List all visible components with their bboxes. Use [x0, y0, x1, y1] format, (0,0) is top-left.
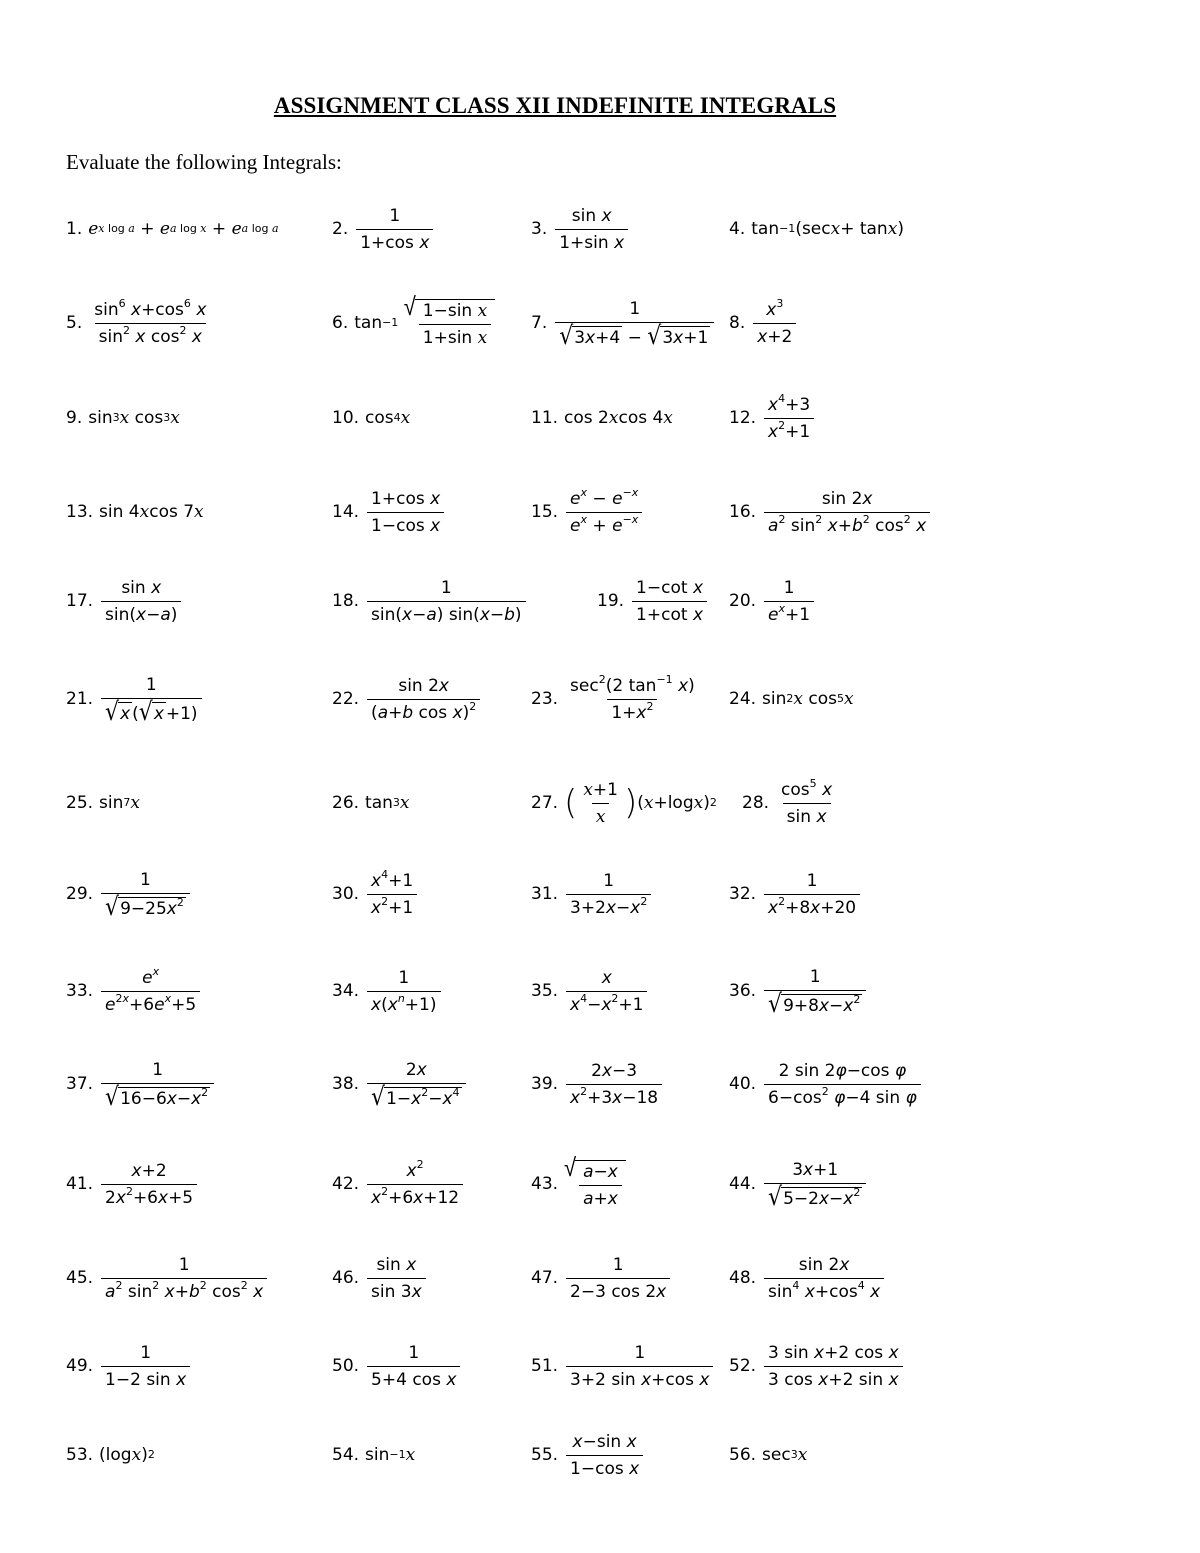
problem-26: 26. tan 3 x — [332, 793, 410, 813]
problem-23: 23. $\frac{\sec^2(2 \tan^{-1} x)}{1+x^2}$ — [531, 672, 695, 723]
problem-39: 39. $\frac{2x-3}{x^2+3x-18}$ — [531, 1051, 664, 1117]
problem-48: 48. $\frac{\sin 2x}{\sin^4 x+\cos^4 x}$ — [729, 1245, 886, 1311]
problem-3: 3. $\frac{\text{sin x}}{\text{1+sin x}}$ — [531, 196, 630, 262]
problem-36: 36. 1 √ $9+8x-x^2$ — [729, 958, 868, 1024]
problem-50: 50. $\frac{1}{\text{5+4 cos x}}$ — [332, 1333, 462, 1399]
problem-11: 11. cos 2 x cos 4 x — [531, 408, 673, 428]
problem-row — [66, 1151, 1146, 1217]
problem-row — [66, 770, 1146, 836]
problem-18: 18. $\frac{1}{\sin(x-a) \sin(x-b)}$ — [332, 568, 528, 634]
problem-8: 8. $\frac{x^3}{x+2}$ — [729, 290, 798, 356]
problem-row — [66, 385, 1146, 451]
problem-25: 25. sin 7 x — [66, 793, 140, 813]
problem-row — [66, 666, 1146, 732]
problem-row — [66, 1245, 1146, 1311]
problem-27: 27. ( $\frac{x+1}{x}$ ) ( x +log x ) 2 — [531, 779, 717, 827]
problem-row — [66, 196, 1146, 262]
problem-40: 40. $\frac{\text{2 sin 2φ−cos φ}}{6-\cos^2 \varphi-4 \sin \varphi}$ — [729, 1051, 923, 1117]
problem-54: 54. sin −1 x — [332, 1445, 416, 1465]
problem-row — [66, 290, 1146, 356]
problem-35: 35. $\frac{x}{x^4-x^2+1}$ — [531, 958, 649, 1024]
problem-37: 37. 1 √ $16-6x-x^2$ — [66, 1051, 216, 1117]
problem-24: 24. sin 2 x cos 5 x — [729, 689, 854, 709]
page-title: ASSIGNMENT CLASS XII INDEFINITE INTEGRALS — [273, 93, 837, 118]
problem-32: 32. $\frac{1}{x^2+8x+20}$ — [729, 861, 862, 927]
problem-41: 41. $\frac{x+2}{2x^2+6x+5}$ — [66, 1151, 199, 1217]
problem-43: 43. √ $\frac{a-x}{a+x}$ — [531, 1151, 626, 1217]
problem-4: 4. tan −1 (sec x + tan x ) — [729, 219, 904, 239]
problem-5: 5. $\frac{\sin^6 x+\cos^6 x}{\sin^2 x \cos^2 x}$ — [66, 296, 207, 347]
problem-29: 29. 1 √ $9-25x^2$ — [66, 861, 192, 927]
problem-42: 42. $\frac{x^2}{x^2+6x+12}$ — [332, 1151, 465, 1217]
problem-2: 2. $\frac{1}{\text{1+cos x}}$ — [332, 196, 435, 262]
problem-7: 7. 1 √ 3x+4 − √ 3x+1 — [531, 290, 716, 356]
problem-21: 21. 1 √ x ( √ x +1) — [66, 666, 204, 732]
problem-49: 49. $\frac{1}{\text{1−2 sin x}}$ — [66, 1333, 192, 1399]
problem-53: 53. (log x ) 2 — [66, 1445, 155, 1465]
problem-19: 19. $\frac{\text{1−cot x}}{\text{1+cot x}}$ — [597, 568, 709, 634]
problem-9: 9. sin 3 x cos 3 x — [66, 408, 180, 428]
problem-46: 46. $\frac{\text{sin x}}{\sin 3x}$ — [332, 1245, 428, 1311]
problem-22: 22. $\frac{\sin 2x}{(a+b \cos x)^2}$ — [332, 666, 482, 732]
problem-row — [66, 1422, 1146, 1488]
problem-20: 20. $\frac{1}{e^x+1}$ — [729, 568, 816, 634]
problem-row — [66, 958, 1146, 1024]
problem-44: 44. 3x+1 √ $5-2x-x^2$ — [729, 1151, 868, 1217]
problem-15: 15. $\frac{e^x - e^{-x}}{e^x + e^{-x}}$ — [531, 479, 644, 545]
problem-12: 12. $\frac{x^4+3}{x^2+1}$ — [729, 385, 816, 451]
problem-55: 55. $\frac{\text{x−sin x}}{\text{1−cos x}}$ — [531, 1422, 645, 1488]
problem-52: 52. $\frac{\text{3 sin x+2 cos x}}{\text{3 cos x+2 sin x}}$ — [729, 1333, 905, 1399]
problem-10: 10. cos 4 x — [332, 408, 411, 428]
problem-6: 6. tan −1 √ $\frac{\text{1−sin x}}{\text{1+sin x}}$ — [332, 290, 495, 356]
problem-row — [66, 1333, 1146, 1399]
problem-1: 1. e x log a + e a log x + e a log a — [66, 219, 279, 239]
problem-31: 31. $\frac{1}{3+2x-x^2}$ — [531, 861, 653, 927]
problem-row — [66, 1051, 1146, 1117]
problem-14: 14. $\frac{\text{1+cos x}}{\text{1−cos x}}$ — [332, 479, 446, 545]
problem-45: 45. $\frac{1}{a^2 \sin^2 x+b^2 \cos^2 x}$ — [66, 1245, 269, 1311]
problem-row — [66, 861, 1146, 927]
problem-38: 38. 2x √ $1-x^2-x^4$ — [332, 1051, 468, 1117]
problem-56: 56. sec 3 x — [729, 1445, 808, 1465]
problem-33: 33. $\frac{e^x}{e^{2x}+6e^x+5}$ — [66, 958, 202, 1024]
problem-30: 30. $\frac{x^4+1}{x^2+1}$ — [332, 861, 419, 927]
problem-row — [66, 568, 1146, 634]
problem-row — [66, 479, 1146, 545]
problem-34: 34. $\frac{1}{x(x^n+1)}$ — [332, 958, 443, 1024]
problem-16: 16. $\frac{\sin 2x}{a^2 \sin^2 x+b^2 \cos^2 x}$ — [729, 479, 932, 545]
problem-28: 28. $\frac{\cos^5 x}{\text{sin x}}$ — [742, 776, 833, 827]
problem-47: 47. $\frac{1}{2-3 \cos 2x}$ — [531, 1245, 672, 1311]
problem-17: 17. $\frac{\text{sin x}}{\sin(x-a)}$ — [66, 568, 183, 634]
instructions: Evaluate the following Integrals: — [66, 150, 342, 174]
problem-13: 13. sin 4 x cos 7 x — [66, 502, 204, 522]
problem-51: 51. $\frac{1}{\text{3+2 sin x+cos x}}$ — [531, 1333, 715, 1399]
